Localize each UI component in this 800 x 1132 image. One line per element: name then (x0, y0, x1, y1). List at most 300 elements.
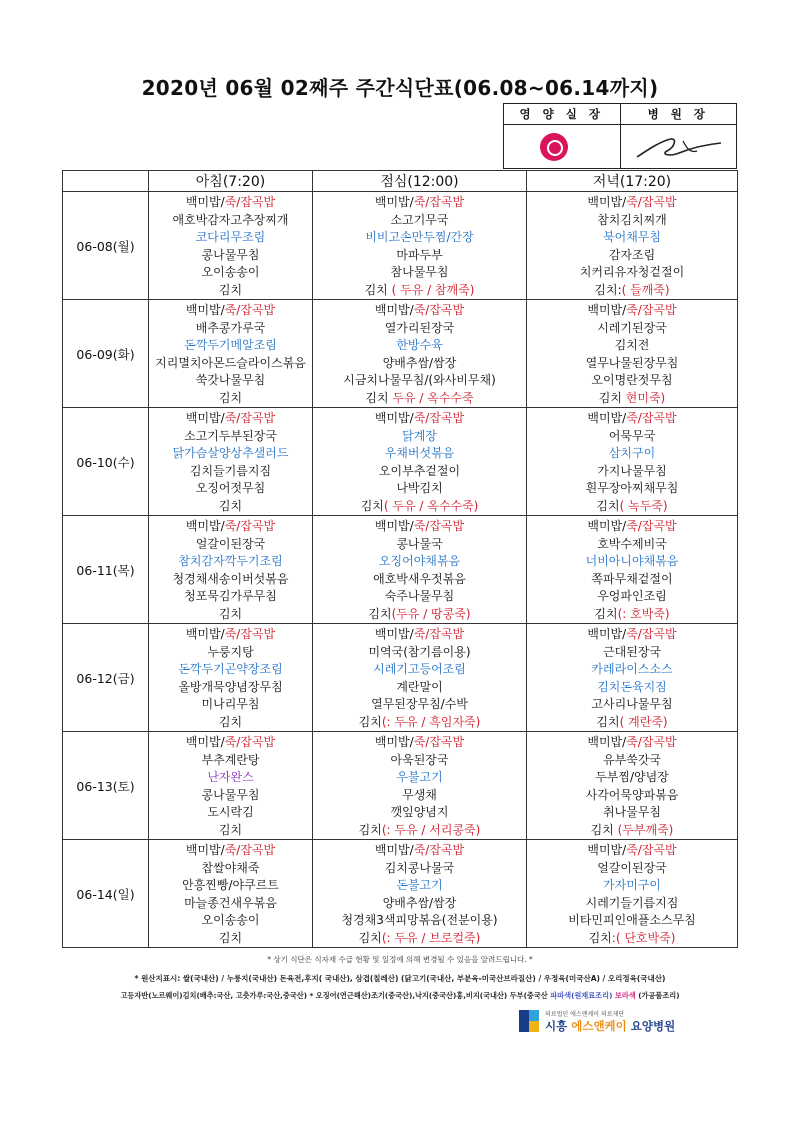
menu-item-text: 참치감자깍두기조림 (178, 554, 283, 568)
menu-item-text: 시레기들기름지짐 (585, 895, 679, 910)
menu-item (149, 480, 312, 498)
menu-item (149, 787, 312, 805)
menu-item-text: 죽/잡곡밥 (224, 627, 276, 641)
menu-item-text: 나박김치 (396, 481, 443, 495)
meal-cell-dinner (527, 732, 738, 840)
menu-item-text: 죽/잡곡밥 (224, 411, 276, 425)
menu-item (149, 428, 312, 446)
menu-item-text: 올방개묵양념장무침 (178, 679, 283, 694)
menu-item-text: 콩나물국 (396, 536, 443, 551)
menu-item-text: 호박수제비국 (597, 536, 667, 551)
menu-item-text: 아욱된장국 (390, 752, 449, 767)
menu-item (313, 804, 526, 822)
menu-item-text: 삼치구이 (608, 446, 656, 460)
seal-stamp-icon (540, 133, 568, 161)
menu-item-text: 우불고기 (396, 770, 443, 784)
menu-item-text: 김치콩나물국 (384, 860, 455, 875)
menu-item (149, 842, 312, 860)
change-notice: * 상기 식단은 식자재 수급 현황 및 일정에 의해 변경될 수 있음을 알려드립니다. * (267, 955, 533, 964)
menu-item (527, 302, 737, 320)
menu-item (527, 842, 737, 860)
menu-item-text: 얼갈이된장국 (597, 860, 667, 875)
menu-item (313, 463, 526, 481)
menu-item (527, 661, 737, 679)
menu-item (313, 337, 526, 355)
menu-item (313, 247, 526, 265)
menu-item-text: 돈깍두기메알조림 (184, 338, 277, 352)
menu-item (313, 536, 526, 554)
menu-item-text: 애호박감자고추장찌개 (172, 212, 289, 227)
menu-item (527, 247, 737, 265)
menu-item-text: 콩나물무침 (201, 247, 260, 262)
menu-item-text: 소고기두부된장국 (184, 428, 277, 443)
menu-item-text: 참나물무침 (390, 265, 449, 279)
menu-item-text: 김치 (218, 930, 243, 945)
menu-item (313, 518, 526, 536)
meal-cell-lunch (313, 192, 527, 300)
menu-item (527, 428, 737, 446)
menu-item-text: 백미밥/ (185, 627, 225, 641)
menu-item-text: (두유 / 땅콩죽) (391, 606, 471, 621)
menu-item-text: 열무나물된장무침 (585, 355, 679, 370)
menu-item-text: 백미밥/ (374, 411, 414, 425)
date-cell: 06-10(수) (63, 408, 149, 516)
menu-item-text: 콩나물무침 (201, 787, 260, 802)
menu-item (149, 679, 312, 697)
menu-item-text: 죽/잡곡밥 (626, 411, 677, 425)
menu-item (313, 264, 526, 282)
menu-item-text: 김치 (358, 930, 382, 945)
menu-item (313, 661, 526, 679)
menu-item (149, 661, 312, 679)
menu-item-text: 백미밥/ (374, 843, 414, 857)
menu-item-text: 김치 (218, 498, 243, 513)
menu-item (313, 860, 526, 878)
origin-info-text: 고등자반(노르웨이)김치(배추:국산, 고춧가루:국산,중국산) * 오징어(연근해산)조기(중국산),낙지(중국산)홍,비지(국내산) 두부(중국산 (120, 991, 548, 1000)
menu-item (527, 571, 737, 589)
menu-item (149, 463, 312, 481)
menu-item (527, 769, 737, 787)
menu-item-text: 흰무장아찌채무침 (585, 481, 679, 495)
menu-item (313, 877, 526, 895)
menu-item-text: 백미밥/ (185, 411, 225, 425)
menu-item-text: (: 두유 / 흑임자죽) (381, 714, 481, 729)
menu-item (527, 860, 737, 878)
menu-item-text: 김치 (358, 714, 382, 729)
menu-item-text: 김치 (218, 822, 243, 837)
meal-cell-dinner (527, 624, 738, 732)
menu-item (149, 606, 312, 624)
menu-item-text: 김치 (218, 390, 243, 405)
menu-item-text: 배추콩가루국 (195, 320, 266, 335)
date-cell: 06-11(목) (63, 516, 149, 624)
menu-item (149, 734, 312, 752)
menu-item (313, 390, 526, 408)
menu-item (313, 355, 526, 373)
menu-item-text: 청경채새송이버섯볶음 (172, 571, 289, 586)
menu-item (527, 787, 737, 805)
menu-item-text: 쪽파무채겉절이 (591, 571, 673, 586)
menu-item (149, 337, 312, 355)
menu-item-text: 죽/잡곡밥 (626, 519, 677, 533)
menu-item (527, 212, 737, 230)
menu-item-text: 돈깍두기곤약장조림 (178, 662, 283, 676)
menu-item (149, 930, 312, 948)
meal-cell-lunch (313, 300, 527, 408)
meal-cell-lunch (313, 840, 527, 948)
menu-item (527, 410, 737, 428)
menu-item-text: 누룽지탕 (207, 644, 254, 659)
meal-cell-breakfast (149, 732, 313, 840)
menu-item-text: 김치들기름지짐 (189, 463, 272, 478)
menu-item (313, 480, 526, 498)
menu-item-text: 오이부추겉절이 (378, 463, 461, 478)
menu-item-text: 양배추쌈/쌈장 (382, 355, 457, 370)
menu-item (313, 696, 526, 714)
menu-item (527, 498, 737, 516)
menu-item (313, 626, 526, 644)
menu-item-text: 백미밥/ (587, 411, 627, 425)
menu-item-text: 참치김치찌개 (597, 212, 667, 227)
menu-item-text: 한방수육 (396, 338, 443, 352)
menu-item (527, 536, 737, 554)
meal-cell-lunch (313, 408, 527, 516)
menu-item (313, 282, 526, 300)
menu-item (313, 372, 526, 390)
date-cell: 06-08(월) (63, 192, 149, 300)
menu-item-text: 열가리된장국 (384, 320, 455, 335)
menu-item-text: 시레기고등어조림 (373, 662, 466, 676)
menu-item (527, 714, 737, 732)
date-cell: 06-09(화) (63, 300, 149, 408)
approval-label-nutritionist: 영 양 실 장 (519, 107, 604, 121)
menu-item-text: 김치 (360, 498, 384, 513)
menu-item-text: 현미죽) (625, 390, 666, 405)
menu-item (527, 679, 737, 697)
menu-item (149, 644, 312, 662)
menu-item-text: ( 들깨죽) (621, 282, 670, 297)
menu-item-text: 부추계란탕 (201, 752, 260, 767)
day-row (63, 516, 738, 624)
menu-item (149, 912, 312, 930)
menu-item-text: 사각어묵양파볶음 (585, 787, 679, 802)
approval-cell-director (620, 125, 737, 168)
menu-item (527, 390, 737, 408)
menu-item-text: 취나물무침 (603, 805, 661, 819)
menu-item (313, 302, 526, 320)
menu-item-text: 우채버섯볶음 (384, 446, 455, 460)
menu-item (527, 930, 737, 948)
menu-item-text: 근대된장국 (603, 644, 661, 659)
hospital-emblem-icon (519, 1010, 539, 1032)
menu-item (149, 194, 312, 212)
menu-item-text: 애호박새우젓볶음 (373, 571, 466, 586)
legend-processed-label: (가공품조리) (638, 991, 680, 1000)
menu-item-text: 김치 (358, 822, 382, 837)
menu-item (527, 518, 737, 536)
menu-item (149, 445, 312, 463)
approval-cell-nutritionist (504, 125, 620, 168)
weekly-menu-table (62, 170, 738, 948)
menu-item (527, 588, 737, 606)
menu-item-text: 깻잎양념지 (390, 805, 449, 819)
menu-item (313, 498, 526, 516)
menu-item-text: 김치 (596, 498, 620, 513)
meal-cell-lunch (313, 516, 527, 624)
menu-item-text: 백미밥/ (587, 519, 627, 533)
menu-item-text: 소고기무국 (390, 212, 449, 227)
menu-item-text: 김치 (590, 822, 618, 837)
menu-item-text: 어묵무국 (608, 428, 656, 443)
menu-item (313, 445, 526, 463)
menu-item-text: 김치 (588, 930, 612, 945)
menu-item (527, 606, 737, 624)
menu-item-text: 오이송송이 (201, 913, 260, 927)
menu-item-text: 청포묵김가루무침 (184, 589, 277, 603)
menu-item (149, 752, 312, 770)
menu-item-text: 지리멸치아몬드슬라이스볶음 (155, 355, 306, 370)
menu-item-text: 숙주나물무침 (384, 589, 455, 603)
hospital-name: 시흥 에스앤케이 요양병원 (545, 1019, 676, 1033)
menu-item-text: 백미밥/ (587, 195, 627, 209)
menu-item-text: 백미밥/ (374, 735, 414, 749)
menu-item (149, 714, 312, 732)
meal-cell-dinner (527, 840, 738, 948)
day-row (63, 624, 738, 732)
menu-item (149, 536, 312, 554)
menu-item (313, 428, 526, 446)
menu-item (313, 212, 526, 230)
menu-item (527, 480, 737, 498)
meal-cell-breakfast (149, 840, 313, 948)
menu-item (313, 822, 526, 840)
menu-item-text: ( 두유 / 옥수수죽) (383, 498, 479, 513)
menu-item-text: 양배추쌈/쌈장 (382, 895, 457, 910)
menu-item-text: 김치 (218, 606, 243, 621)
day-row (63, 408, 738, 516)
menu-item-text: 오징어젓무침 (195, 481, 266, 495)
menu-item (149, 264, 312, 282)
menu-item (149, 247, 312, 265)
menu-item (527, 320, 737, 338)
menu-item (313, 714, 526, 732)
menu-item-text: 김치 (594, 606, 618, 621)
menu-item (313, 644, 526, 662)
menu-item (149, 588, 312, 606)
menu-item-text: 김치 (365, 390, 393, 405)
menu-item-text: 죽/잡곡밥 (224, 735, 276, 749)
menu-item (313, 734, 526, 752)
menu-item (313, 930, 526, 948)
menu-item-text: 오이송송이 (201, 265, 260, 279)
menu-item (313, 194, 526, 212)
menu-item (527, 463, 737, 481)
menu-item-text: (두부깨죽) (617, 822, 674, 837)
menu-item-text: 카레라이스소스 (591, 662, 673, 676)
menu-item-text: 백미밥/ (587, 303, 627, 317)
date-cell: 06-13(토) (63, 732, 149, 840)
menu-item-text: 백미밥/ (587, 627, 627, 641)
hospital-foundation-label: 의료법인 에스앤케이 의료재단 (545, 1011, 625, 1018)
menu-item (149, 320, 312, 338)
origin-info-line-1: * 원산지표시: 쌀(국내산) / 누룽지(국내산) 돈육전,후지( 국내산), 삼겹(칠레산) (닭고기(국내산, 부분육-미국산브라질산) / 우정육(미국산A) / 오리정육(국내산) (134, 974, 666, 983)
menu-item (313, 912, 526, 930)
menu-item-text: 코다리무조림 (195, 230, 266, 244)
menu-item (313, 588, 526, 606)
menu-item (149, 355, 312, 373)
menu-item-text: 난자완스 (207, 770, 254, 784)
meal-cell-dinner (527, 516, 738, 624)
menu-item-text: 죽/잡곡밥 (413, 843, 465, 857)
menu-item-text: 오이명란젓무침 (591, 373, 673, 387)
menu-item (313, 553, 526, 571)
menu-item (527, 553, 737, 571)
menu-item-text: 김치 (364, 282, 392, 297)
menu-item-text: 비비고손만두찜/간장 (365, 230, 474, 244)
menu-item (149, 372, 312, 390)
menu-item-text: 찹쌀야채죽 (201, 860, 260, 875)
menu-item (149, 390, 312, 408)
menu-item (527, 877, 737, 895)
menu-item (527, 804, 737, 822)
menu-item-text: 시금치나물무침/(와사비무채) (343, 373, 496, 387)
menu-item (149, 282, 312, 300)
menu-item (149, 571, 312, 589)
menu-item-text: ( 녹두죽) (619, 498, 668, 513)
menu-item-text: 닭가슴살양상추샐러드 (172, 446, 289, 460)
menu-item (149, 212, 312, 230)
origin-info-line-2 (12, 991, 788, 1001)
day-row (63, 300, 738, 408)
menu-item-text: 김치 (598, 390, 626, 405)
menu-item (313, 410, 526, 428)
menu-item (527, 912, 737, 930)
menu-item (149, 229, 312, 247)
menu-item-text: 백미밥/ (374, 519, 414, 533)
menu-item (527, 194, 737, 212)
menu-item-text: 죽/잡곡밥 (413, 519, 465, 533)
menu-item-text: 북어채무침 (603, 230, 661, 244)
meal-cell-dinner (527, 300, 738, 408)
menu-item-text: 백미밥/ (185, 735, 225, 749)
menu-item (149, 769, 312, 787)
menu-item-text: 백미밥/ (185, 843, 225, 857)
menu-item (149, 860, 312, 878)
menu-item-text: 오징어야채볶음 (378, 554, 461, 568)
header-row (63, 171, 738, 192)
menu-item-text: (: 두유 / 서리콩죽) (381, 822, 481, 837)
menu-item (527, 445, 737, 463)
menu-item-text: 죽/잡곡밥 (224, 195, 276, 209)
menu-item-text: 죽/잡곡밥 (413, 735, 465, 749)
menu-item-text: 청경채3색피망볶음(전분이용) (341, 913, 498, 927)
meal-cell-lunch (313, 732, 527, 840)
menu-item-text: 백미밥/ (587, 735, 627, 749)
menu-item-text: 비타민피인애플소스무침 (568, 913, 696, 927)
column-header-breakfast: 아침(7:20) (149, 171, 313, 192)
menu-item-text: 가자미구이 (603, 878, 661, 892)
meal-cell-dinner (527, 192, 738, 300)
meal-cell-breakfast (149, 192, 313, 300)
menu-item (527, 264, 737, 282)
menu-item-text: 백미밥/ (587, 843, 627, 857)
menu-item (527, 337, 737, 355)
menu-item-text: 죽/잡곡밥 (224, 843, 276, 857)
menu-item-text: 쑥갓나물무침 (195, 373, 266, 387)
menu-item-text: 치커리유자청겉절이 (579, 265, 685, 279)
menu-item-text: 미역국(참기름이용) (368, 644, 471, 659)
menu-item-text: 죽/잡곡밥 (413, 627, 465, 641)
date-cell: 06-14(일) (63, 840, 149, 948)
menu-item-text: 열무된장무침/수박 (371, 697, 468, 711)
approval-box (503, 103, 737, 169)
menu-item-text: 김치돈육지짐 (597, 679, 667, 694)
menu-item-text: 두유 / 옥수수죽 (392, 390, 474, 405)
menu-item-text: 죽/잡곡밥 (626, 627, 677, 641)
menu-item-text: 계란말이 (396, 679, 443, 694)
menu-item (313, 571, 526, 589)
menu-item-text: 무생채 (402, 787, 437, 802)
menu-item (149, 877, 312, 895)
menu-item-text: 백미밥/ (185, 519, 225, 533)
menu-item-text: 백미밥/ (374, 195, 414, 209)
menu-item (149, 696, 312, 714)
corner-cell (63, 171, 149, 192)
menu-item-text: 죽/잡곡밥 (413, 195, 465, 209)
menu-item (149, 804, 312, 822)
day-row (63, 192, 738, 300)
legend-blue-label: 파파색(원재료조리) (550, 991, 613, 1000)
menu-item-text: 김치 (218, 282, 243, 297)
menu-item (527, 734, 737, 752)
meal-cell-lunch (313, 624, 527, 732)
menu-item (149, 626, 312, 644)
menu-item (149, 302, 312, 320)
menu-item-text: 김치전 (614, 338, 650, 352)
menu-item-text: 시레기된장국 (597, 320, 667, 335)
menu-item-text: 죽/잡곡밥 (224, 519, 276, 533)
menu-item-text: 김치 (218, 714, 243, 729)
meal-cell-breakfast (149, 516, 313, 624)
menu-item-text: ( 두유 / 참깨죽) (391, 282, 475, 297)
menu-item (313, 842, 526, 860)
menu-item-text: 유부쑥갓국 (603, 752, 661, 767)
menu-item-text: 김치: (594, 282, 622, 297)
meal-cell-breakfast (149, 624, 313, 732)
meal-cell-dinner (527, 408, 738, 516)
menu-item (527, 696, 737, 714)
menu-item-text: 죽/잡곡밥 (224, 303, 276, 317)
menu-item-text: 죽/잡곡밥 (626, 303, 677, 317)
menu-item-text: 죽/잡곡밥 (626, 195, 677, 209)
menu-item (313, 606, 526, 624)
menu-item (527, 626, 737, 644)
menu-item-text: (: 두유 / 브로컬죽) (381, 930, 481, 945)
menu-item (527, 355, 737, 373)
menu-item (313, 895, 526, 913)
menu-item-text: 김치 (368, 606, 392, 621)
day-row (63, 732, 738, 840)
menu-item-text: 감자조림 (608, 247, 656, 262)
menu-item (149, 498, 312, 516)
menu-item (149, 822, 312, 840)
menu-item-text: 김치 (596, 714, 620, 729)
menu-item (527, 282, 737, 300)
column-header-lunch: 점심(12:00) (313, 171, 527, 192)
day-row (63, 840, 738, 948)
menu-item-text: 죽/잡곡밥 (413, 303, 465, 317)
menu-item-text: 도시락김 (207, 805, 254, 819)
